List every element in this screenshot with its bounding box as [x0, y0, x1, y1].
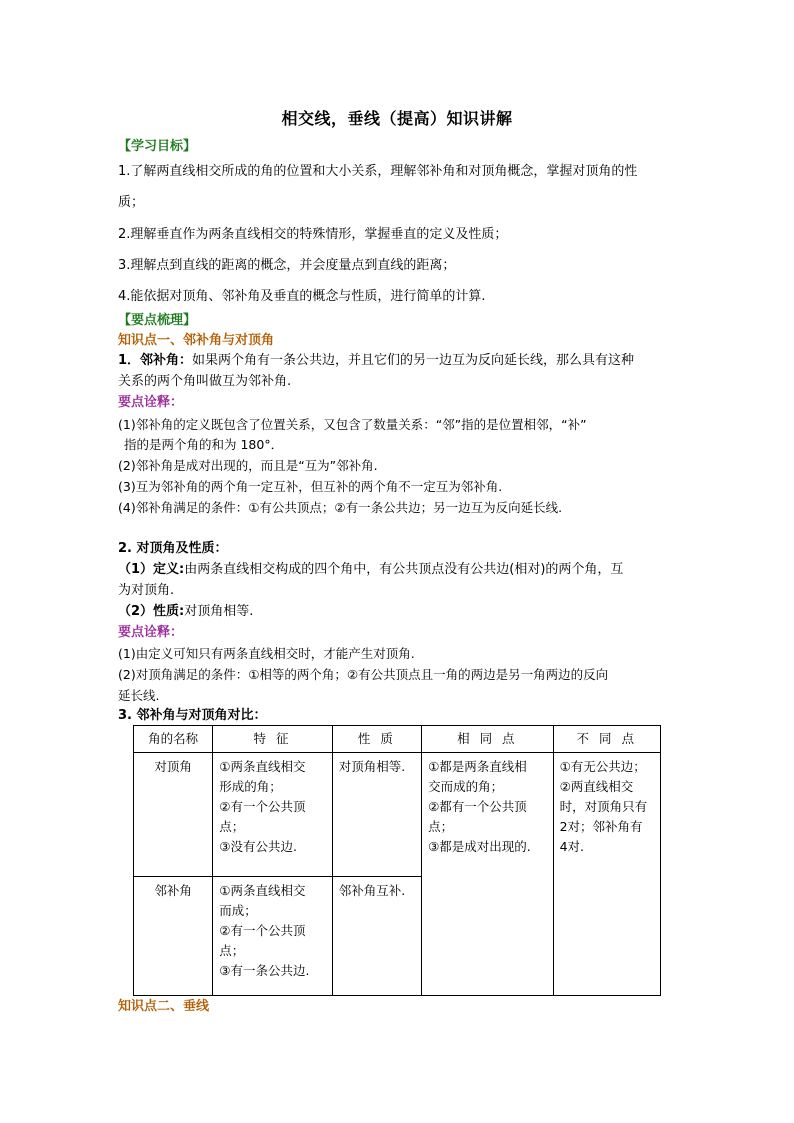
feature-line: ②有一个公共顶	[219, 923, 306, 938]
page-title: 相交线，垂线（提高）知识讲解	[281, 109, 513, 128]
vertical-definition-cont: 为对顶角.	[118, 583, 175, 598]
goal-item-3: 3.理解点到直线的距离的概念，并会度量点到直线的距离；	[118, 258, 456, 273]
vertical-note-1: (1)由定义可知只有两条直线相交时，才能产生对顶角.	[118, 646, 415, 661]
vertical-prop-text: 对顶角相等.	[184, 604, 254, 619]
note-label-2: 要点诠释：	[118, 625, 184, 640]
row-property: 对顶角相等.	[332, 753, 421, 877]
row-name: 对顶角	[134, 753, 213, 877]
vertical-def-label: （1）定义:	[118, 562, 185, 577]
feature-line: 点；	[219, 943, 245, 958]
adjacent-definition	[118, 351, 680, 371]
adjacent-note-4: (4)邻补角满足的条件：①有公共顶点；②有一条公共边；另一边互为反向延长线.	[118, 500, 563, 515]
table-row	[134, 753, 661, 877]
row-features	[213, 753, 332, 877]
feature-line: 形成的角；	[219, 779, 282, 794]
vertical-property	[118, 602, 680, 622]
table-header: 性 质	[332, 726, 421, 753]
diff-line: 4对.	[559, 839, 584, 854]
vertical-note-2-cont: 延长线.	[118, 688, 160, 703]
table-header: 角的名称	[134, 726, 213, 753]
common-line: 点；	[428, 819, 454, 834]
feature-line: 而成；	[219, 903, 257, 918]
adjacent-note-1: (1)邻补角的定义既包含了位置关系，又包含了数量关系：“邻”指的是位置相邻，“补”	[118, 417, 587, 432]
feature-line: 点；	[219, 819, 245, 834]
table-header: 特 征	[213, 726, 332, 753]
diff-line: ①有无公共边；	[559, 759, 646, 774]
feature-line: ③没有公共边.	[219, 839, 297, 854]
adjacent-note-2: (2)邻补角是成对出现的，而且是“互为”邻补角.	[118, 458, 378, 473]
feature-line: ②有一个公共顶	[219, 799, 306, 814]
common-line: ③都是成对出现的.	[428, 839, 531, 854]
table-header: 不 同 点	[553, 726, 660, 753]
goal-item-1-cont: 质；	[118, 195, 145, 210]
adjacent-label: 1．邻补角：	[118, 353, 193, 368]
common-line: 交而成的角；	[428, 779, 504, 794]
feature-line: ③有一条公共边.	[219, 963, 310, 978]
adjacent-note-3: (3)互为邻补角的两个角一定互补，但互补的两个角不一定互为邻补角.	[118, 479, 503, 494]
comparison-table	[133, 725, 661, 996]
diff-line: ②两直线相交	[559, 779, 634, 794]
knowledge-point-1-title: 知识点一、邻补角与对顶角	[118, 333, 275, 348]
diff-line: 2对；邻补角有	[559, 819, 643, 834]
note-label-1: 要点诠释：	[118, 395, 184, 410]
vertical-prop-label: （2）性质:	[118, 604, 185, 619]
adjacent-note-1-cont: 指的是两个角的和为 180°．	[124, 437, 284, 452]
goals-heading: 【学习目标】	[118, 139, 197, 154]
row-name: 邻补角	[134, 877, 213, 996]
vertical-angle-heading: 2. 对顶角及性质：	[118, 541, 228, 556]
adjacent-definition-cont: 关系的两个角叫做互为邻补角.	[118, 374, 292, 389]
feature-line: ①两条直线相交	[219, 759, 306, 774]
goal-item-2: 2.理解垂直作为两条直线相交的特殊情形，掌握垂直的定义及性质；	[118, 227, 508, 242]
row-features	[213, 877, 332, 996]
points-heading: 【要点梳理】	[118, 313, 197, 328]
common-line: ②都有一个公共顶	[428, 799, 527, 814]
difference-points	[553, 753, 660, 996]
vertical-definition	[118, 560, 680, 580]
goal-item-1: 1.了解两直线相交所成的角的位置和大小关系，理解邻补角和对顶角概念，掌握对顶角的性	[118, 164, 638, 179]
table-header-row	[134, 726, 661, 753]
vertical-note-2: (2)对顶角满足的条件：①相等的两个角；②有公共顶点且一角的两边是另一角两边的反向	[118, 667, 609, 682]
common-line: ①都是两条直线相	[428, 759, 527, 774]
table-header: 相 同 点	[422, 726, 553, 753]
adjacent-text: 如果两个角有一条公共边，并且它们的另一边互为反向延长线，那么具有这种	[192, 353, 635, 368]
feature-line: ①两条直线相交	[219, 883, 306, 898]
vertical-def-text: 由两条直线相交构成的四个角中，有公共顶点没有公共边(相对)的两个角，互	[184, 562, 624, 577]
goal-item-4: 4.能依据对顶角、邻补角及垂直的概念与性质，进行简单的计算.	[118, 289, 486, 304]
row-property: 邻补角互补.	[332, 877, 421, 996]
common-points	[422, 753, 553, 996]
diff-line: 时，对顶角只有	[559, 799, 648, 814]
comparison-heading: 3. 邻补角与对顶角对比：	[118, 708, 267, 723]
knowledge-point-2-title: 知识点二、垂线	[118, 999, 210, 1014]
